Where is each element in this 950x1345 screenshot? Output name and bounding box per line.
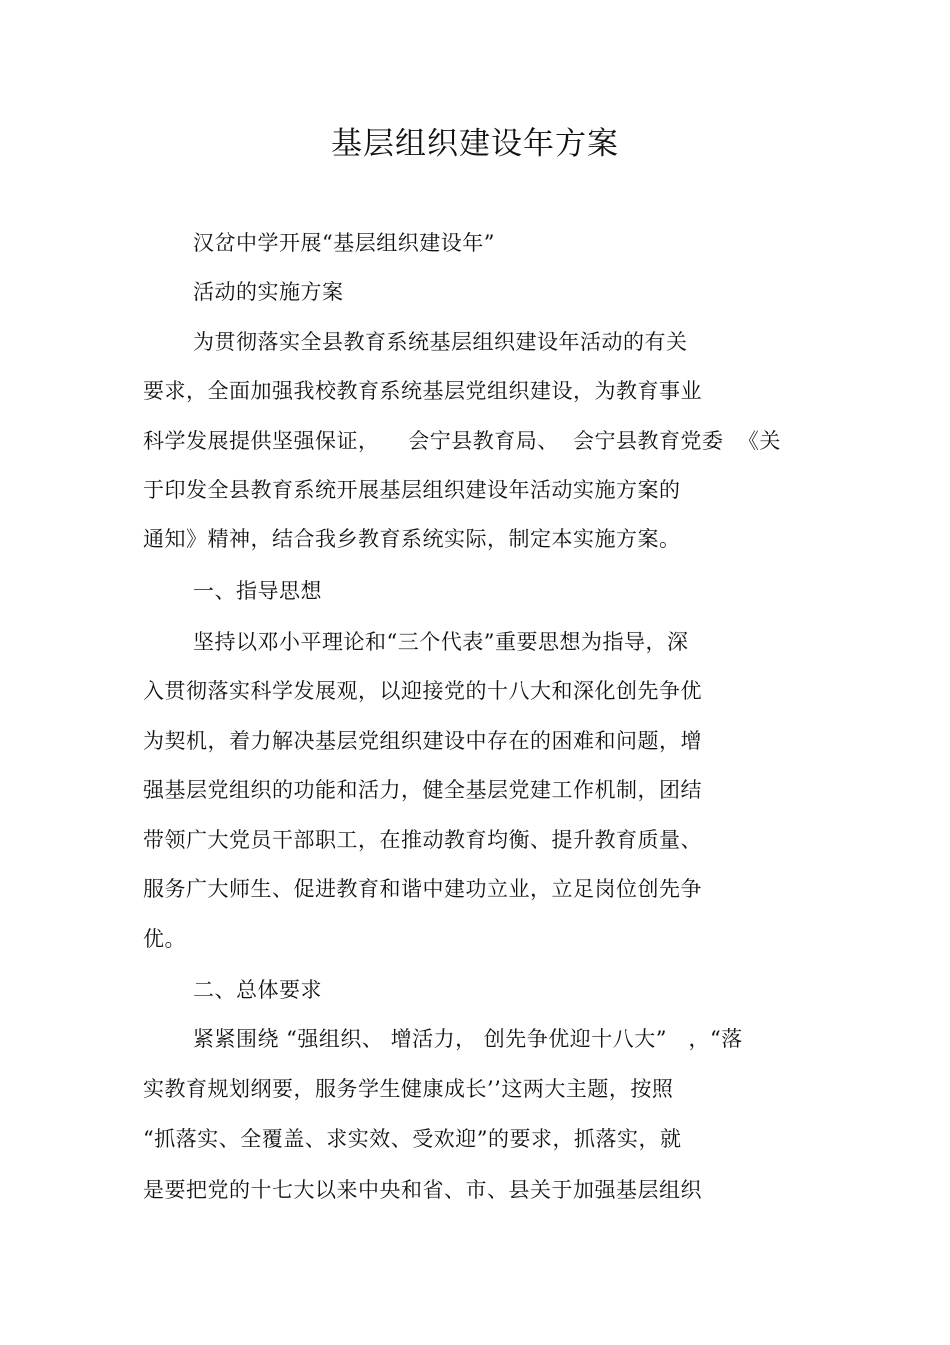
- paragraph-line: 科学发展提供坚强保证， 会宁县教育局、 会宁县教育党委 《关: [143, 429, 781, 453]
- section-heading-1: 一、指导思想: [193, 579, 322, 603]
- page-title: 基层组织建设年方案: [331, 126, 619, 162]
- paragraph-line: 服务广大师生、促进教育和谐中建功立业，立足岗位创先争: [143, 877, 702, 901]
- paragraph-line: 优。: [143, 927, 186, 951]
- paragraph-line: 实教育规划纲要，服务学生健康成长’’这两大主题，按照: [143, 1077, 674, 1101]
- paragraph-line: 紧紧围绕 “强组织、 增活力， 创先争优迎十八大” ，“落: [193, 1027, 743, 1051]
- paragraph-line: 要求，全面加强我校教育系统基层党组织建设，为教育事业: [143, 379, 702, 403]
- subtitle-line-1: 汉岔中学开展“基层组织建设年”: [193, 231, 495, 255]
- paragraph-line: 坚持以邓小平理论和“三个代表”重要思想为指导，深: [193, 630, 689, 654]
- paragraph-line: 为贯彻落实全县教育系统基层组织建设年活动的有关: [193, 330, 688, 354]
- paragraph-line: 通知》精神，结合我乡教育系统实际，制定本实施方案。: [143, 527, 681, 551]
- paragraph-line: 强基层党组织的功能和活力，健全基层党建工作机制，团结: [143, 778, 702, 802]
- paragraph-line: 为契机，着力解决基层党组织建设中存在的困难和问题，增: [143, 729, 702, 753]
- paragraph-line: 入贯彻落实科学发展观，以迎接党的十八大和深化创先争优: [143, 679, 702, 703]
- paragraph-line: “抓落实、全覆盖、求实效、受欢迎”的要求，抓落实，就: [143, 1127, 682, 1151]
- paragraph-line: 是要把党的十七大以来中央和省、市、县关于加强基层组织: [143, 1178, 702, 1202]
- section-heading-2: 二、总体要求: [193, 978, 322, 1002]
- paragraph-line: 带领广大党员干部职工，在推动教育均衡、提升教育质量、: [143, 828, 702, 852]
- paragraph-line: 于印发全县教育系统开展基层组织建设年活动实施方案的: [143, 478, 681, 502]
- subtitle-line-2: 活动的实施方案: [193, 280, 344, 304]
